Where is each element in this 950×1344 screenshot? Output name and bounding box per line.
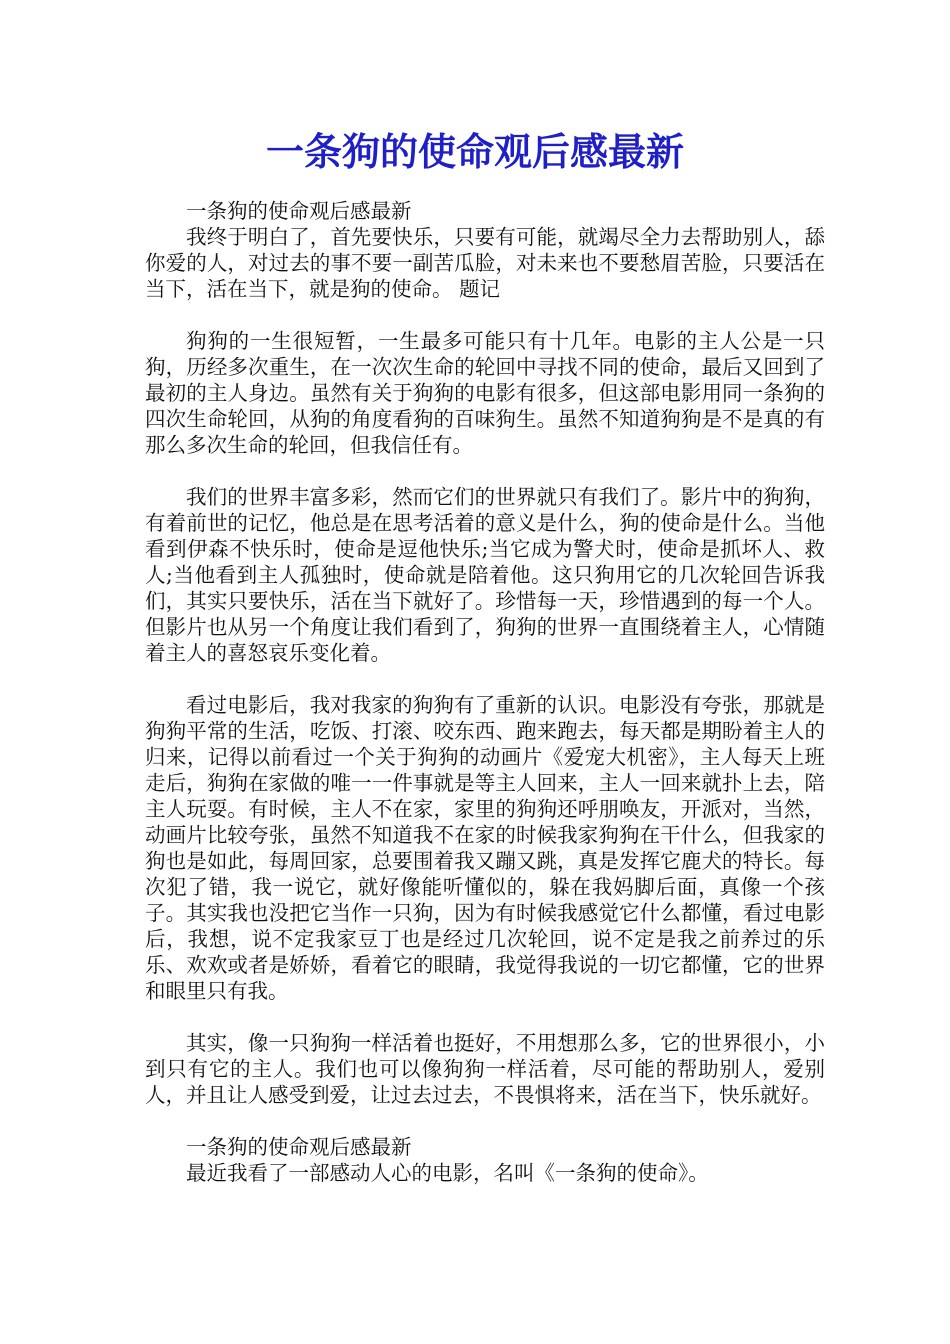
paragraph: 我们的世界丰富多彩，然而它们的世界就只有我们了。影片中的狗狗，有着前世的记忆，他总是在思考活着的意义是什么，狗的使命是什么。当他看到伊森不快乐时，使命是逗他快乐;当它成为警犬时，使命是抓坏人、救人;当他看到主人孤独时，使命就是陪着他。这只狗用它的几次轮回告诉我们，其实只要快乐，活在当下就好了。珍惜每一天，珍惜遇到的每一个人。但影片也从另一个角度让我们看到了，狗狗的世界一直围绕着主人，心情随着主人的喜怒哀乐变化着。 (145, 485, 825, 665)
paragraph-subtitle: 一条狗的使命观后感最新 (186, 1135, 412, 1159)
paragraph-subtitle: 一条狗的使命观后感最新 (186, 199, 412, 223)
document-title: 一条狗的使命观后感最新 (265, 129, 684, 174)
paragraph: 最近我看了一部感动人心的电影，名叫《一条狗的使命》。 (186, 1161, 709, 1185)
paragraph-epigraph: 我终于明白了，首先要快乐，只要有可能，就竭尽全力去帮助别人，舔你爱的人，对过去的事不要一副苦瓜脸，对未来也不要愁眉苦脸，只要活在当下，活在当下，就是狗的使命。 题记 (145, 225, 825, 301)
paragraph: 看过电影后，我对我家的狗狗有了重新的认识。电影没有夸张，那就是狗狗平常的生活，吃饭、打滚、咬东西、跑来跑去，每天都是期盼着主人的归来，记得以前看过一个关于狗狗的动画片《爱宠大机密》，主人每天上班走后，狗狗在家做的唯一一件事就是等主人回来，主人一回来就扑上去，陪主人玩耍。有时候，主人不在家，家里的狗狗还呼朋唤友，开派对，当然，动画片比较夸张，虽然不知道我不在家的时候我家狗狗在干什么，但我家的狗也是如此，每周回家，总要围着我又蹦又跳，真是发挥它鹿犬的特长。每次犯了错，我一说它，就好像能听懂似的，躲在我妈脚后面，真像一个孩子。其实我也没把它当作一只狗，因为有时候我感觉它什么都懂，看过电影后，我想，说不定我家豆丁也是经过几次轮回，说不定是我之前养过的乐乐、欢欢或者是娇娇，看着它的眼睛，我觉得我说的一切它都懂，它的世界和眼里只有我。 (145, 693, 825, 1003)
paragraph: 狗狗的一生很短暂，一生最多可能只有十几年。电影的主人公是一只狗，历经多次重生，在一次次生命的轮回中寻找不同的使命，最后又回到了最初的主人身边。虽然有关于狗狗的电影有很多，但这部电影用同一条狗的四次生命轮回，从狗的角度看狗的百味狗生。虽然不知道狗狗是不是真的有那么多次生命的轮回，但我信任有。 (145, 329, 825, 457)
paragraph: 其实，像一只狗狗一样活着也挺好，不用想那么多，它的世界很小，小到只有它的主人。我们也可以像狗狗一样活着，尽可能的帮助别人，爱别人，并且让人感受到爱，让过去过去，不畏惧将来，活在当下，快乐就好。 (145, 1031, 825, 1107)
document-body (145, 198, 825, 1186)
